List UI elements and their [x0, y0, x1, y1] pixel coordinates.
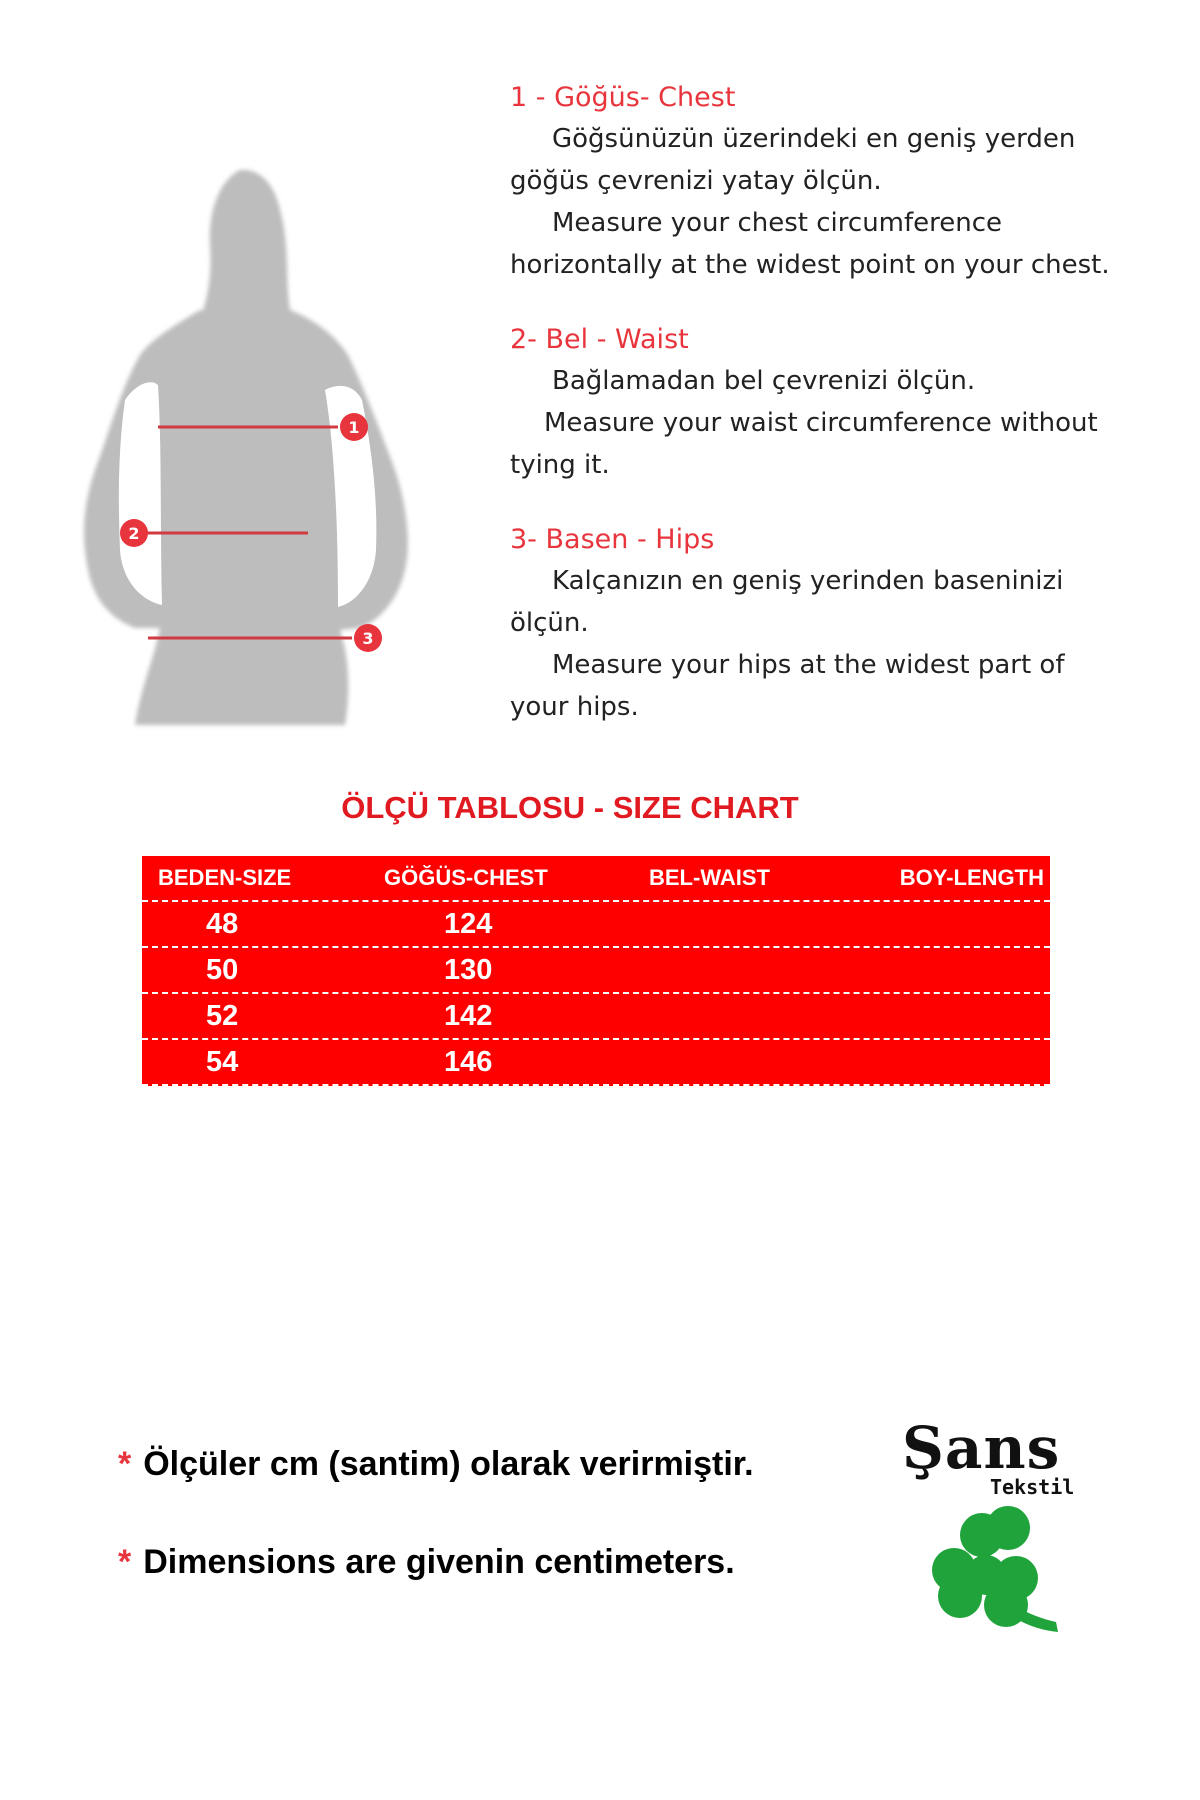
column-header-size: BEDEN-SIZE	[158, 865, 292, 890]
note-english-text: Dimensions are givenin centimeters.	[143, 1543, 735, 1581]
column-header-length: BOY-LENGTH	[899, 865, 1044, 890]
logo-sub: Tekstil	[990, 1475, 1075, 1499]
note-star: *	[118, 1543, 132, 1581]
section-line: tying it.	[510, 450, 610, 480]
section-line: Measure your waist circumference without	[544, 408, 1098, 438]
measurement-instructions	[510, 78, 1180, 762]
section-title: 3- Basen - Hips	[510, 524, 715, 555]
marker-1-label: 1	[348, 418, 360, 437]
cell-size: 50	[206, 953, 239, 986]
note-english	[118, 1543, 735, 1582]
section-title: 2- Bel - Waist	[510, 324, 689, 355]
size-chart-title: ÖLÇÜ TABLOSU - SIZE CHART	[341, 790, 799, 825]
section-line: ölçün.	[510, 608, 589, 638]
sans-tekstil-logo	[898, 1410, 1088, 1640]
section-line: Measure your chest circumference	[552, 208, 1003, 238]
cell-chest: 146	[444, 1045, 493, 1078]
cell-chest: 142	[444, 999, 493, 1032]
marker-1	[340, 413, 368, 441]
marker-2	[120, 519, 148, 547]
note-turkish	[118, 1445, 754, 1484]
table-row	[142, 946, 1050, 992]
size-chart-header-row	[142, 856, 1050, 900]
section-line: göğüs çevrenizi yatay ölçün.	[510, 166, 882, 196]
instruction-section	[510, 320, 1180, 486]
section-title: 1 - Göğüs- Chest	[510, 82, 736, 113]
cell-size: 48	[206, 907, 239, 940]
marker-3	[354, 624, 382, 652]
section-line: your hips.	[510, 692, 639, 722]
left-arm-gap	[119, 382, 162, 605]
marker-3-label: 3	[362, 629, 374, 648]
logo-brand: Şans	[902, 1414, 1061, 1482]
section-line: Bağlamadan bel çevrenizi ölçün.	[552, 366, 976, 396]
table-row	[142, 1038, 1050, 1084]
section-line: Measure your hips at the widest part of	[552, 650, 1065, 680]
instruction-section	[510, 78, 1180, 286]
section-line: horizontally at the widest point on your chest.	[510, 250, 1110, 280]
note-turkish-text: Ölçüler cm (santim) olarak verirmiştir.	[143, 1445, 754, 1483]
table-row	[142, 900, 1050, 946]
instruction-section	[510, 520, 1180, 728]
body-measurement-figure	[80, 150, 480, 730]
table-row	[142, 992, 1050, 1038]
marker-2-label: 2	[128, 524, 140, 543]
cell-chest: 124	[444, 907, 493, 940]
note-star: *	[118, 1445, 132, 1483]
clover-icon	[932, 1506, 1058, 1632]
cell-size: 54	[206, 1045, 239, 1078]
column-header-chest: GÖĞÜS-CHEST	[384, 865, 548, 890]
cell-chest: 130	[444, 953, 493, 986]
cell-size: 52	[206, 999, 239, 1032]
size-chart-table	[142, 856, 1050, 1086]
section-line: Göğsünüzün üzerindeki en geniş yerden	[552, 124, 1076, 154]
column-header-waist: BEL-WAIST	[649, 865, 770, 890]
section-line: Kalçanızın en geniş yerinden baseninizi	[552, 566, 1064, 596]
